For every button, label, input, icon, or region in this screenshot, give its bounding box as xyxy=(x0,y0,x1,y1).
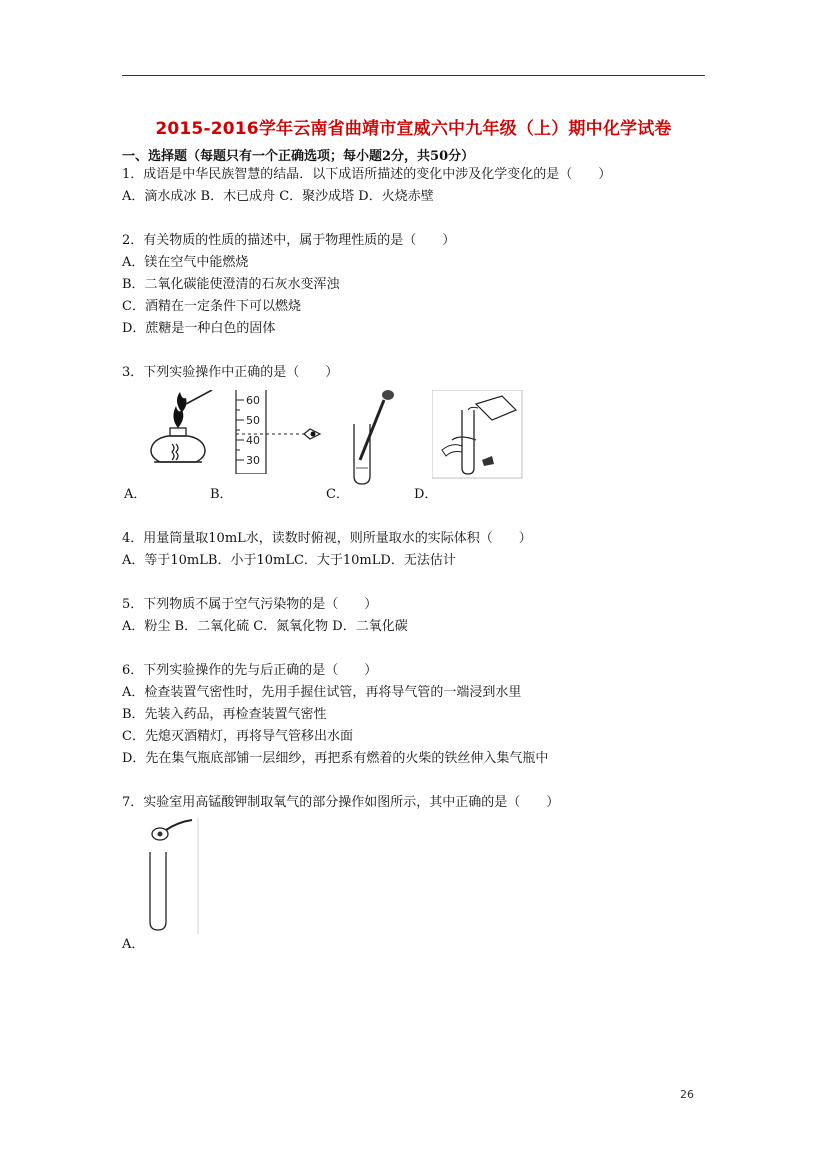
question-list xyxy=(122,164,722,956)
tick-label: 40 xyxy=(246,434,260,447)
tick-label: 60 xyxy=(246,394,260,407)
option-b: B．先装入药品，再检查装置气密性 xyxy=(122,707,327,722)
header-rule xyxy=(122,75,705,76)
question-2 xyxy=(122,230,722,340)
tick-label: 30 xyxy=(246,454,260,467)
question-1 xyxy=(122,164,722,208)
tick-label: 50 xyxy=(246,414,260,427)
option-b: B．二氧化碳能使澄清的石灰水变浑浊 xyxy=(122,277,340,292)
option-d: D．先在集气瓶底部铺一层细纱，再把系有燃着的火柴的铁丝伸入集气瓶中 xyxy=(122,751,549,766)
question-stem: 7．实验室用高锰酸钾制取氧气的部分操作如图所示，其中正确的是（ ） xyxy=(122,795,560,810)
question-stem: 1．成语是中华民族智慧的结晶．以下成语所描述的变化中涉及化学变化的是（ ） xyxy=(122,167,612,182)
page-title: 2015-2016学年云南省曲靖市宣威六中九年级（上）期中化学试卷 xyxy=(155,119,672,139)
question-options: A．等于10mLB．小于10mLC．大于10mLD．无法估计 xyxy=(122,553,456,568)
question-stem: 6．下列实验操作的先与后正确的是（ ） xyxy=(122,663,378,678)
option-a: A．镁在空气中能燃烧 xyxy=(122,255,249,270)
pouring-liquid-figure xyxy=(432,390,528,480)
option-c: C．酒精在一定条件下可以燃烧 xyxy=(122,299,301,314)
option-d-label: D． xyxy=(414,487,438,502)
question-3 xyxy=(122,362,722,506)
question-4 xyxy=(122,528,722,572)
alcohol-lamp-figure xyxy=(142,390,214,470)
question-options: A．粉尘 B．二氧化硫 C．氮氧化物 D．二氧化碳 xyxy=(122,619,408,634)
option-d: D．蔗糖是一种白色的固体 xyxy=(122,321,276,336)
question-3-option-labels xyxy=(122,484,722,506)
option-c-label: C． xyxy=(326,487,349,502)
option-a-label: A． xyxy=(124,487,147,502)
question-stem: 5．下列物质不属于空气污染物的是（ ） xyxy=(122,597,378,612)
option-b-label: B． xyxy=(210,487,233,502)
question-stem: 3．下列实验操作中正确的是（ ） xyxy=(122,365,339,380)
question-stem: 2．有关物质的性质的描述中，属于物理性质的是（ ） xyxy=(122,233,456,248)
dropper-test-tube-figure xyxy=(346,390,402,486)
page-number: 26 xyxy=(680,1088,694,1101)
question-3-figures xyxy=(122,390,722,480)
question-6 xyxy=(122,660,722,770)
graduated-cylinder-figure xyxy=(230,390,326,474)
section-heading: 一、选择题（每题只有一个正确选项；每小题2分，共50分） xyxy=(122,149,475,164)
question-5 xyxy=(122,594,722,638)
option-a: A．检查装置气密性时，先用手握住试管，再将导气管的一端浸到水里 xyxy=(122,685,522,700)
option-c: C．先熄灭酒精灯，再将导气管移出水面 xyxy=(122,729,353,744)
question-7 xyxy=(122,792,722,956)
option-a-label: A． xyxy=(122,937,145,952)
question-stem: 4．用量筒量取10mL水，读数时俯视，则所量取水的实际体积（ ） xyxy=(122,531,532,546)
question-options: A．滴水成冰 B．木已成舟 C．聚沙成塔 D．火烧赤壁 xyxy=(122,189,434,204)
medicine-spoon-test-tube-figure xyxy=(142,818,202,934)
